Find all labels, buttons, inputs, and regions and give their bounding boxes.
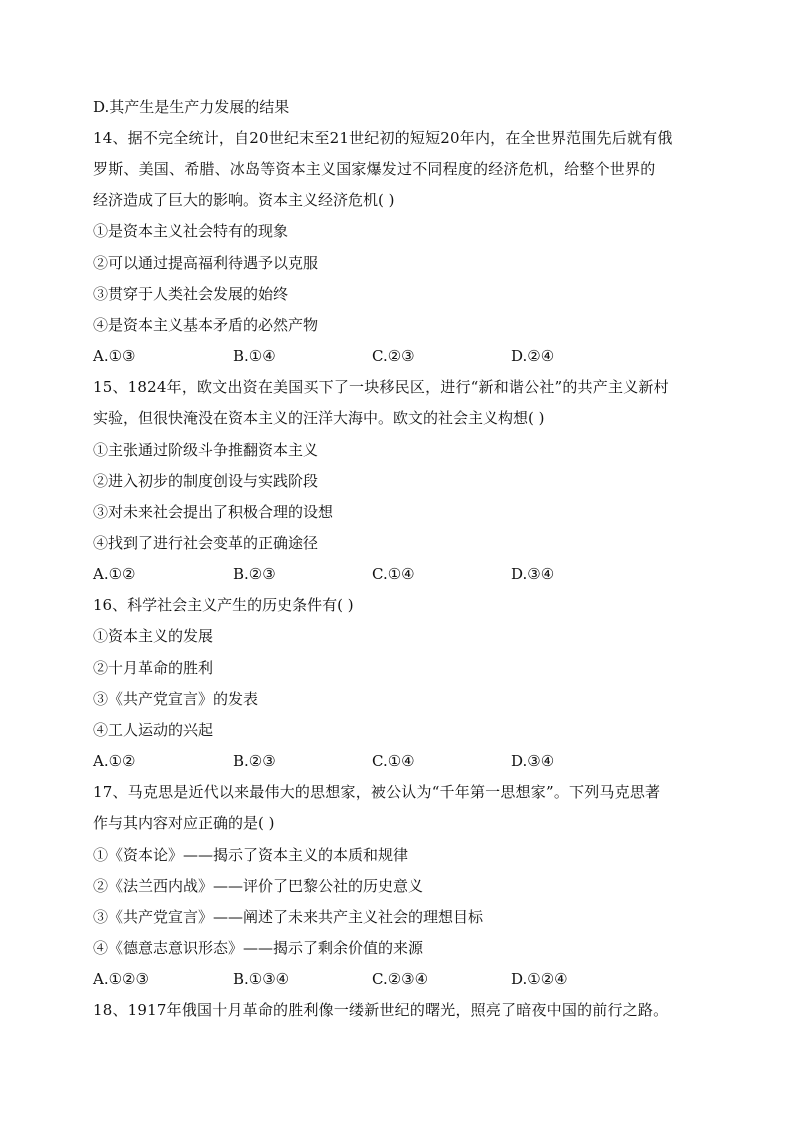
question-17-statement-3: ③《共产党宣言》——阐述了未来共产主义社会的理想目标 — [93, 908, 484, 926]
question-15-option-c[interactable]: C.①④ — [372, 565, 415, 583]
question-18-stem-line-1: 18、1917年俄国十月革命的胜利像一缕新世纪的曙光，照亮了暗夜中国的前行之路。 — [93, 1001, 669, 1019]
question-15-stem-line-2: 实验，但很快淹没在资本主义的汪洋大海中。欧文的社会主义构想( ) — [93, 409, 545, 427]
question-14-option-d[interactable]: D.②④ — [511, 347, 555, 365]
question-16-option-a[interactable]: A.①② — [93, 752, 136, 770]
question-15-statement-1: ①主张通过阶级斗争推翻资本主义 — [93, 441, 319, 459]
option-d-prev-question: D.其产生是生产力发展的结果 — [93, 98, 290, 116]
question-17-options — [93, 969, 713, 989]
question-14-stem-line-3: 经济造成了巨大的影响。资本主义经济危机( ) — [93, 191, 395, 209]
question-16-statement-4: ④工人运动的兴起 — [93, 721, 214, 739]
question-16-statement-3: ③《共产党宣言》的发表 — [93, 690, 259, 708]
question-14-statement-2: ②可以通过提高福利待遇予以克服 — [93, 254, 319, 272]
question-14-option-b[interactable]: B.①④ — [233, 347, 276, 365]
question-14-statement-3: ③贯穿于人类社会发展的始终 — [93, 285, 289, 303]
question-16-option-b[interactable]: B.②③ — [233, 752, 276, 770]
question-17-option-b[interactable]: B.①③④ — [233, 970, 290, 988]
question-17-statement-4: ④《德意志意识形态》——揭示了剩余价值的来源 — [93, 939, 424, 957]
question-17-statement-2: ②《法兰西内战》——评价了巴黎公社的历史意义 — [93, 877, 424, 895]
question-14-statement-4: ④是资本主义基本矛盾的必然产物 — [93, 316, 319, 334]
question-14-stem-line-1: 14、据不完全统计，自20世纪末至21世纪初的短短20年内，在全世界范围先后就有俄 — [93, 129, 673, 147]
question-15-option-b[interactable]: B.②③ — [233, 565, 276, 583]
question-16-statement-1: ①资本主义的发展 — [93, 627, 214, 645]
question-14-statement-1: ①是资本主义社会特有的现象 — [93, 222, 289, 240]
question-17-stem-line-2: 作与其内容对应正确的是( ) — [93, 814, 275, 832]
question-16-options — [93, 751, 713, 771]
question-14-option-c[interactable]: C.②③ — [372, 347, 415, 365]
question-15-option-a[interactable]: A.①② — [93, 565, 136, 583]
question-17-statement-1: ①《资本论》——揭示了资本主义的本质和规律 — [93, 846, 409, 864]
question-17-option-d[interactable]: D.①②④ — [511, 970, 568, 988]
question-17-stem-line-1: 17、马克思是近代以来最伟大的思想家，被公认为“千年第一思想家”。下列马克思著 — [93, 783, 661, 801]
question-16-statement-2: ②十月革命的胜利 — [93, 659, 214, 677]
question-17-option-c[interactable]: C.②③④ — [372, 970, 429, 988]
question-16-option-d[interactable]: D.③④ — [511, 752, 555, 770]
question-16-option-c[interactable]: C.①④ — [372, 752, 415, 770]
question-17-option-a[interactable]: A.①②③ — [93, 970, 149, 988]
question-14-stem-line-2: 罗斯、美国、希腊、冰岛等资本主义国家爆发过不同程度的经济危机，给整个世界的 — [93, 160, 656, 178]
question-14-option-a[interactable]: A.①③ — [93, 347, 136, 365]
question-15-statement-3: ③对未来社会提出了积极合理的设想 — [93, 503, 334, 521]
question-16-stem-line-1: 16、科学社会主义产生的历史条件有( ) — [93, 596, 354, 614]
question-14-options — [93, 346, 713, 366]
question-15-option-d[interactable]: D.③④ — [511, 565, 555, 583]
question-15-stem-line-1: 15、1824年，欧文出资在美国买下了一块移民区，进行“新和谐公社”的共产主义新村 — [93, 378, 669, 396]
question-15-statement-2: ②进入初步的制度创设与实践阶段 — [93, 472, 319, 490]
question-15-statement-4: ④找到了进行社会变革的正确途径 — [93, 534, 319, 552]
question-15-options — [93, 564, 713, 584]
